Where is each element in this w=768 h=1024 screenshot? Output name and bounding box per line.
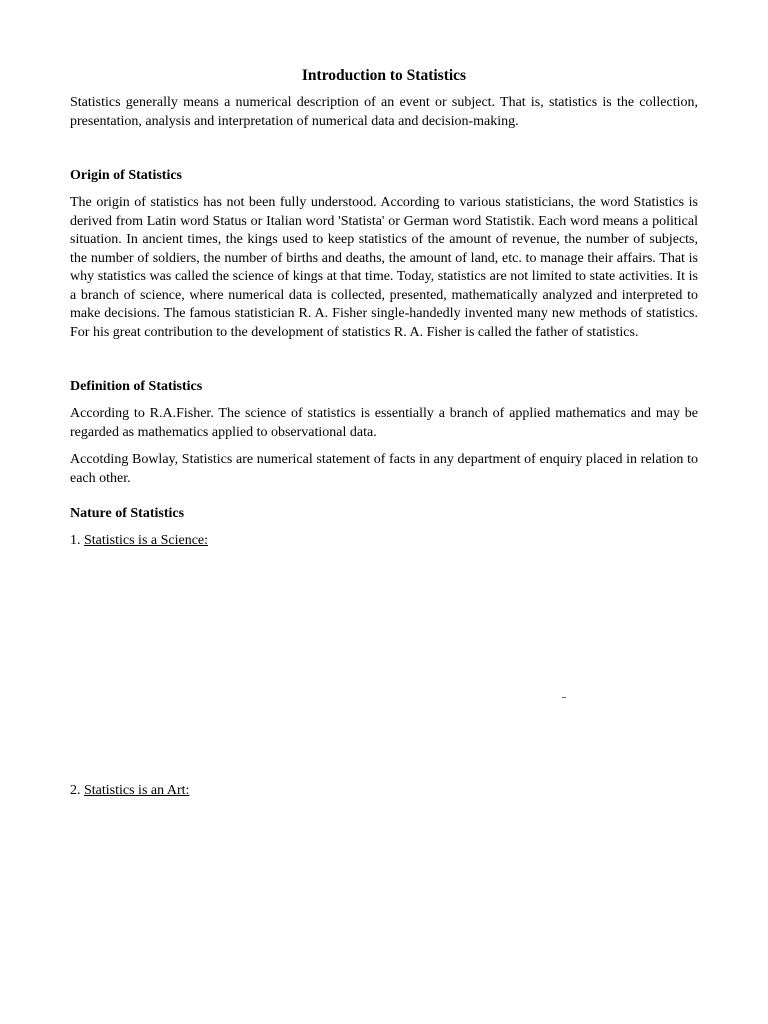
intro-paragraph: Statistics generally means a numerical description of an event or subject. That is, statistics is the collection, presentation, analysis and interpretation of numerical data and decision-making.: [70, 95, 698, 129]
page-title: Introduction to Statistics: [301, 67, 467, 84]
list-item-number: 2.: [70, 783, 81, 798]
list-item-art: [70, 782, 698, 800]
list-item-science: [70, 532, 698, 550]
list-item-label: Statistics is a Science:: [84, 533, 209, 548]
list-item-number: 1.: [70, 533, 81, 548]
origin-paragraph: The origin of statistics has not been fully understood. According to various statisticians, the word Statistics is derived from Latin word Status or Italian word 'Statista' or German word Statistik. Each word means a political situation. In ancient times, the kings used to keep statistics of the amount of revenue, the number of subjects, the number of soldiers, the number of births and deaths, the amount of land, etc. to manage their affairs. That is why statistics was called the science of kings at that time. Today, statistics are not limited to state activities. It is a branch of science, where numerical data is collected, presented, mathematically analyzed and interpreted to make decisions. The famous statistician R. A. Fisher single-handedly invented many new methods of statistics. For his great contribution to the development of statistics R. A. Fisher is called the father of statistics.: [70, 195, 698, 340]
nature-heading: Nature of Statistics: [70, 506, 185, 521]
definition-paragraph-bowlay: Accotding Bowlay, Statistics are numerical statement of facts in any department of enquiry placed in relation to each other.: [70, 452, 698, 486]
definition-heading: Definition of Statistics: [70, 379, 203, 394]
origin-heading: Origin of Statistics: [70, 168, 182, 183]
definition-paragraph-fisher: According to R.A.Fisher. The science of statistics is essentially a branch of applied mathematics and may be regarded as mathematics applied to observational data.: [70, 406, 698, 440]
spell-check-mark: [562, 697, 566, 698]
list-item-label: Statistics is an Art:: [84, 783, 190, 798]
document-page: [70, 66, 698, 800]
